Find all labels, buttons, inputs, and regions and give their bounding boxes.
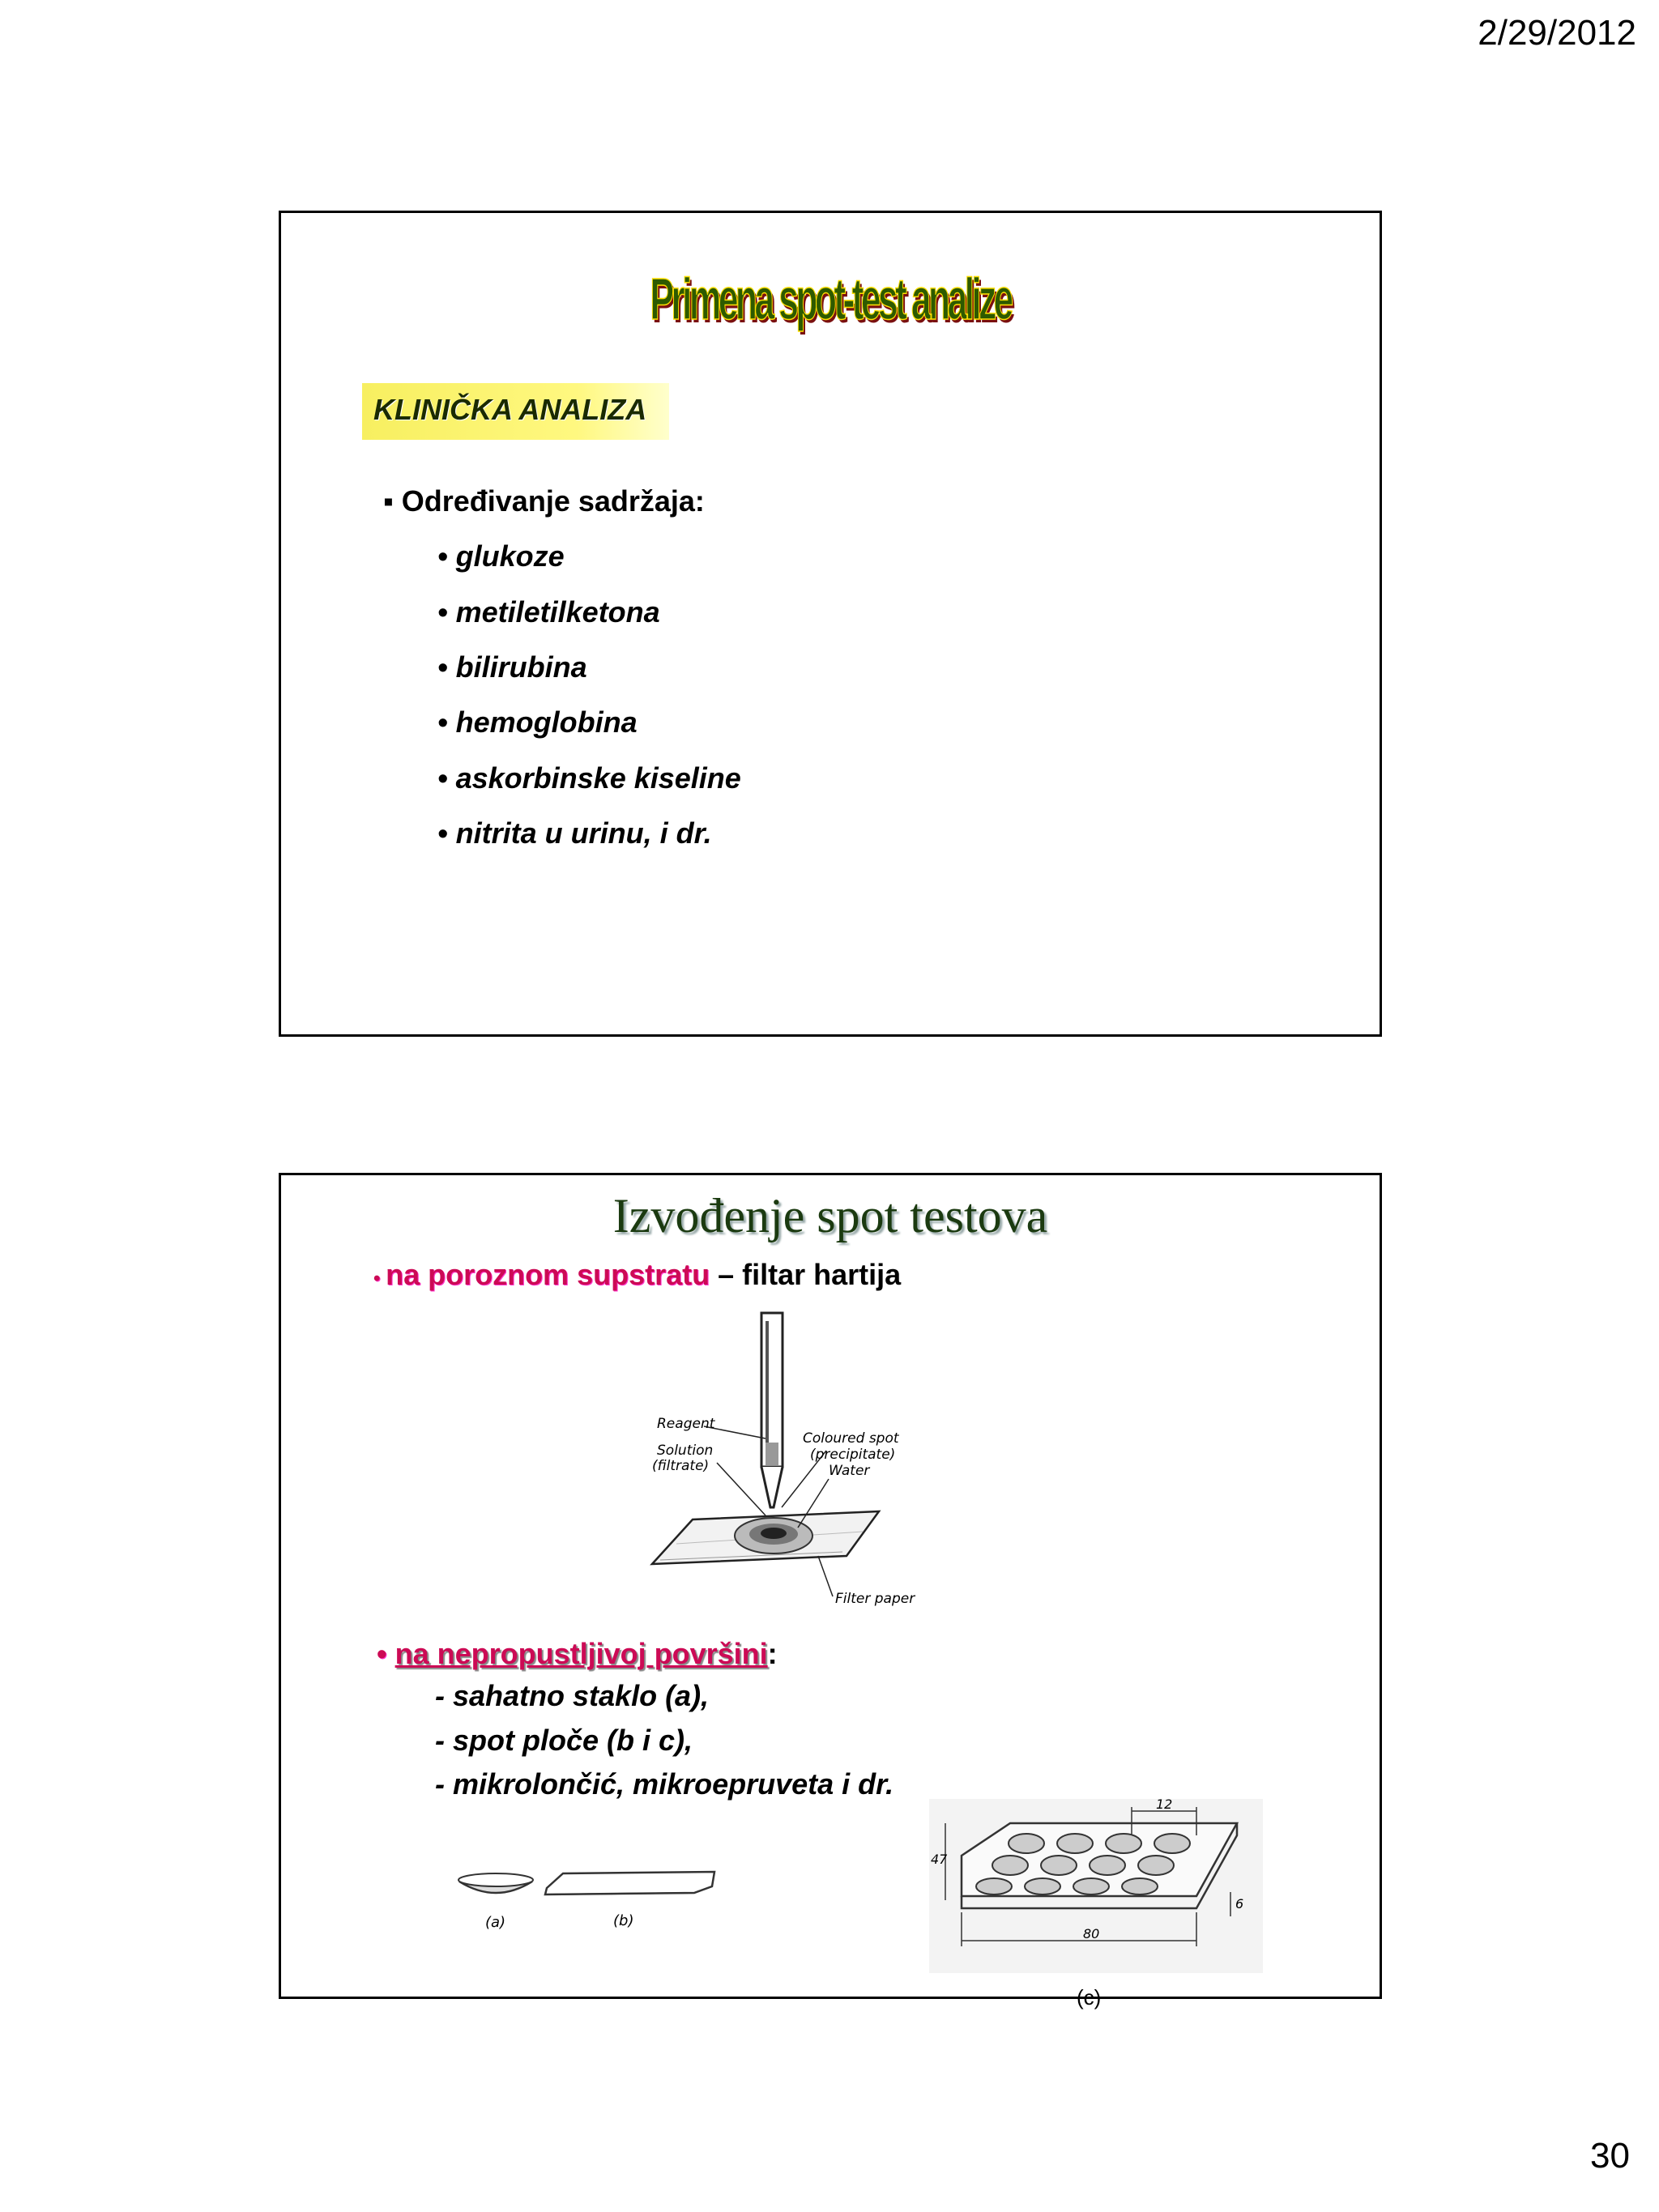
label-water: Water bbox=[829, 1463, 870, 1479]
dash-item: - mikrolončić, mikroepruveta i dr. bbox=[435, 1767, 894, 1801]
slide-primena bbox=[279, 211, 1382, 1037]
watch-glass-and-plate-figure bbox=[451, 1864, 759, 1953]
sub-list-item: • nitrita u urinu, i dr. bbox=[437, 816, 712, 850]
bullet-porous-highlight: na poroznom supstratu bbox=[386, 1258, 710, 1291]
dim-top: 12 bbox=[1156, 1796, 1173, 1812]
sub-list-item-label: nitrita u urinu, i dr. bbox=[455, 816, 712, 850]
bullet-porous bbox=[373, 1258, 901, 1292]
slide-izvodjenje bbox=[279, 1173, 1382, 2010]
spot-plate-wells-figure bbox=[929, 1796, 1263, 1973]
dim-left: 47 bbox=[931, 1852, 948, 1867]
label-coloured-spot: Coloured spot bbox=[803, 1430, 899, 1447]
label-a: (a) bbox=[485, 1914, 506, 1931]
section-tag: KLINIČKA ANALIZA bbox=[362, 383, 669, 440]
sub-list-item-label: glukoze bbox=[455, 539, 565, 573]
page-number: 30 bbox=[1590, 2136, 1630, 2176]
label-filter-paper: Filter paper bbox=[835, 1591, 915, 1607]
bullet-impermeable-rest: : bbox=[767, 1637, 778, 1670]
figure-caption: (c) bbox=[1077, 1985, 1102, 2010]
filter-paper-spot-figure bbox=[644, 1313, 915, 1613]
bullet-icon: • bbox=[373, 1268, 386, 1289]
sub-list-item: • askorbinske kiseline bbox=[437, 761, 741, 795]
spot-plate-flat-icon bbox=[545, 1872, 714, 1894]
sub-list-item-label: metiletilketona bbox=[455, 595, 660, 629]
dim-right: 6 bbox=[1235, 1896, 1244, 1912]
bullet-impermeable-highlight: na nepropustljivoj površini bbox=[394, 1637, 768, 1670]
main-list-item-label: Određivanje sadržaja: bbox=[401, 484, 705, 518]
label-b: (b) bbox=[613, 1912, 634, 1929]
sub-list-item: • glukoze bbox=[437, 539, 565, 573]
sub-list-item: • bilirubina bbox=[437, 650, 587, 684]
sub-list-item-label: bilirubina bbox=[455, 650, 587, 684]
label-filtrate: (filtrate) bbox=[652, 1458, 710, 1474]
dash-item: - spot ploče (b i c), bbox=[435, 1724, 693, 1757]
square-bullet-icon: ▪ bbox=[383, 484, 402, 518]
dim-bottom: 80 bbox=[1083, 1926, 1100, 1941]
sub-list-item-label: askorbinske kiseline bbox=[455, 761, 741, 795]
sub-list-item-label: hemoglobina bbox=[455, 705, 638, 739]
header-date: 2/29/2012 bbox=[1478, 13, 1636, 53]
label-precipitate: (precipitate) bbox=[810, 1447, 896, 1463]
slide-title: Primena spot-test analize bbox=[650, 267, 1011, 332]
label-reagent: Reagent bbox=[657, 1416, 715, 1432]
bullet-porous-rest: – filtar hartija bbox=[710, 1258, 902, 1291]
sub-list-item: • hemoglobina bbox=[437, 705, 638, 739]
sub-list-item: • metiletilketona bbox=[437, 595, 660, 629]
bullet-icon: • bbox=[377, 1637, 395, 1670]
bullet-impermeable bbox=[377, 1637, 778, 1671]
main-list-item bbox=[383, 484, 705, 518]
dash-item: - sahatno staklo (a), bbox=[435, 1679, 710, 1712]
label-solution: Solution bbox=[657, 1443, 714, 1459]
slide-title: Izvođenje spot testova bbox=[612, 1189, 1048, 1242]
